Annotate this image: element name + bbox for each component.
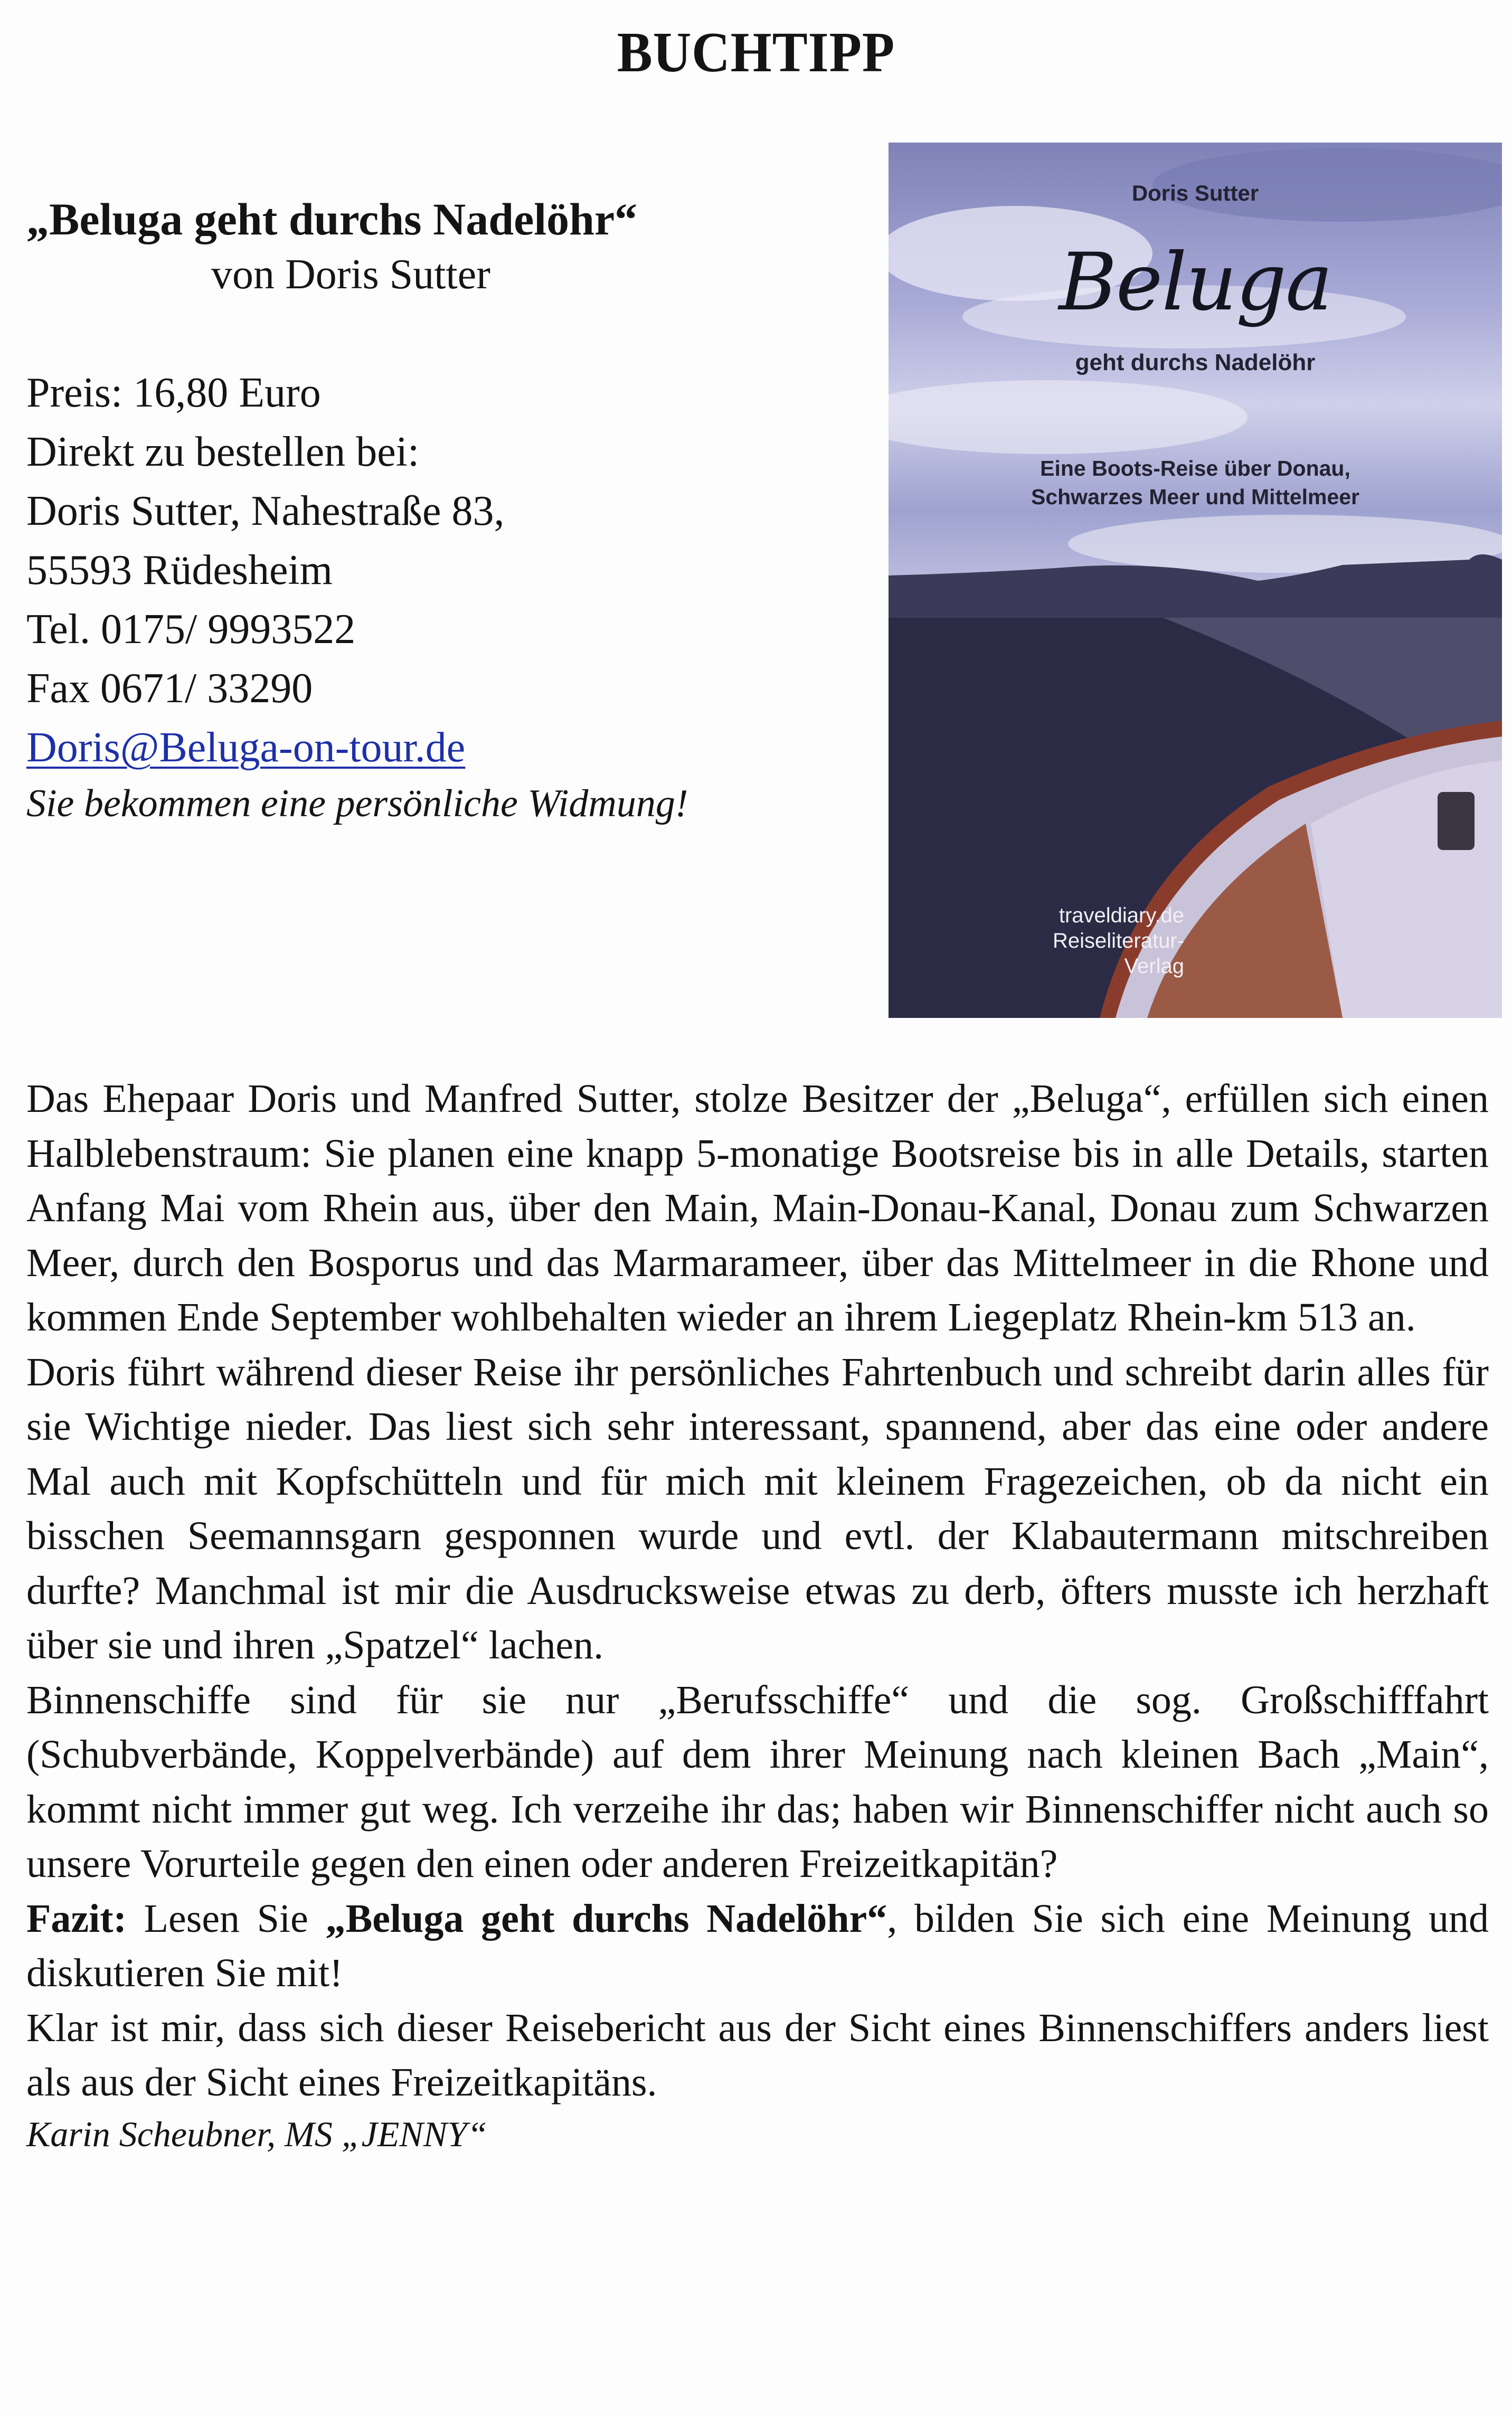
phone-number: Tel. 0175/ 9993522	[26, 606, 356, 653]
fax-number: Fax 0671/ 33290	[26, 665, 313, 712]
book-author: von Doris Sutter	[211, 251, 490, 298]
boat-fitting	[1438, 792, 1475, 850]
cover-author: Doris Sutter	[1131, 181, 1259, 205]
cloud	[889, 380, 1248, 454]
conclusion-book-title: „Beluga geht durchs Nadelöhr“	[325, 1896, 887, 1941]
cover-tagline-line: Eine Boots-Reise über Donau,	[1040, 456, 1350, 480]
book-title-quote: „	[26, 194, 49, 244]
cover-title: Beluga	[1059, 237, 1332, 328]
cover-publisher	[920, 903, 1184, 979]
cover-publisher-line: Verlag	[1124, 955, 1184, 978]
address-city: 55593 Rüdesheim	[26, 547, 333, 593]
dedication-note: Sie bekommen eine persönliche Widmung!	[26, 782, 688, 825]
cover-subtitle: geht durchs Nadelöhr	[1075, 350, 1316, 375]
conclusion-paragraph	[26, 1892, 1489, 2001]
conclusion-text: Lesen Sie	[126, 1896, 326, 1941]
page-title: BUCHTIPP	[617, 21, 895, 84]
cover-tagline-line: Schwarzes Meer und Mittelmeer	[1031, 485, 1360, 509]
book-cover-image	[889, 143, 1502, 1018]
order-label: Direkt zu bestellen bei:	[26, 429, 420, 475]
article-paragraph: Doris führt während dieser Reise ihr persönliches Fahrtenbuch und schreibt darin alles für sie Wichtige nieder. Das liest sich sehr interessant, spannend, aber das eine oder andere Mal auch mit Kopfschütteln und für mich mit kleinem Fragezeichen, ob da nicht ein bisschen Seemannsgarn gesponnen wurde und evtl. der Klabautermann mitschreiben durfte? Manchmal ist mir die Ausdrucksweise etwas zu derb, öfters musste ich herzhaft über sie und ihren „Spatzel“ lachen.	[26, 1349, 1489, 1667]
article-paragraph: Klar ist mir, dass sich dieser Reisebericht aus der Sicht eines Binnenschiffers anders liest als aus der Sicht eines Freizeitkapitäns.	[26, 2005, 1489, 2104]
cover-tagline	[889, 454, 1502, 511]
review-article	[26, 1072, 1489, 2158]
conclusion-label: Fazit:	[26, 1896, 127, 1941]
article-paragraph: Das Ehepaar Doris und Manfred Sutter, stolze Besitzer der „Beluga“, erfüllen sich einen Halblebenstraum: Sie planen eine knapp 5-monatige Bootsreise bis in alle Details, starten Anfang Mai vom Rhein aus, über den Main, Main-Donau-Kanal, Donau zum Schwarzen Meer, durch den Bosporus und das Marmarameer, über das Mittelmeer in die Rhone und kommen Ende September wohlbehalten wieder an ihrem Liegeplatz Rhein-km 513 an.	[26, 1077, 1489, 1339]
book-title-bold: Beluga	[49, 194, 183, 244]
book-info	[26, 190, 882, 830]
email-link[interactable]: Doris@Beluga-on-tour.de	[26, 724, 466, 771]
article-paragraph: Binnenschiffe sind für sie nur „Berufsschiffe“ und die sog. Großschifffahrt (Schubverbände, Koppelverbände) auf dem ihrer Meinung nach kleinen Bach „Main“, kommt nicht immer gut weg. Ich verzeihe ihr das; haben wir Binnenschiffer nicht auch so unsere Vorurteile gegen den einen oder anderen Freizeitkapitän?	[26, 1677, 1489, 1886]
conclusion-text: , bilden Sie sich eine Meinung und diskutieren Sie mit!	[26, 1896, 1489, 1995]
book-title-rest: geht durchs Nadelöhr“	[183, 194, 638, 244]
cover-publisher-line: traveldiary.de	[1059, 904, 1184, 927]
order-contact	[26, 363, 882, 830]
reviewer-signature: Karin Scheubner, MS „JENNY“	[26, 2113, 487, 2154]
book-title	[26, 190, 882, 248]
address-street: Doris Sutter, Nahestraße 83,	[26, 488, 505, 534]
cover-publisher-line: Reiseliteratur-	[1053, 929, 1184, 952]
price: Preis: 16,80 Euro	[26, 370, 321, 416]
